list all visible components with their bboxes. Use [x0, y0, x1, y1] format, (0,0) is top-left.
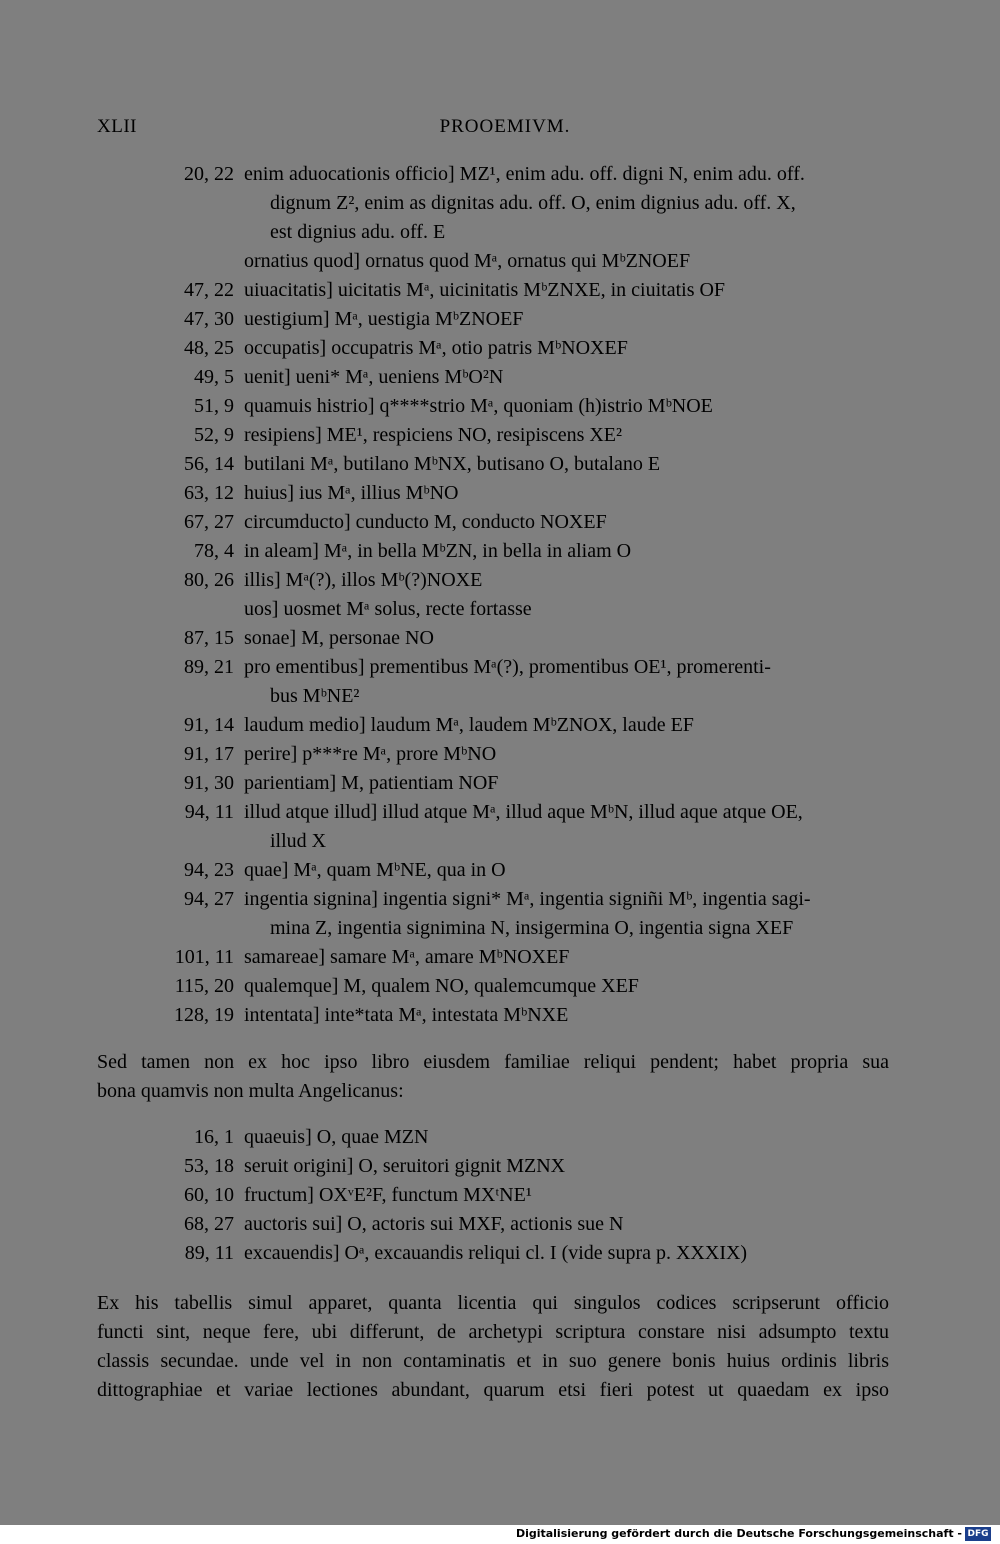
entry-reference: 91, 17: [184, 743, 234, 765]
apparatus-entry: [0, 537, 1000, 566]
apparatus-entry: [0, 566, 1000, 595]
entry-text: ingentia signina] ingentia signi* Mᵃ, ingentia signiñi Mᵇ, ingentia sagi-: [244, 888, 811, 910]
entry-continuation: illud X: [270, 830, 327, 852]
apparatus-entry: [0, 1210, 1000, 1239]
apparatus-entry: [0, 624, 1000, 653]
entry-reference: 128, 19: [174, 1004, 234, 1026]
footer-credit: Digitalisierung gefördert durch die Deutsche Forschungsgemeinschaft -: [515, 1527, 962, 1540]
entry-continuation: mina Z, ingentia signimina N, insigermina O, ingentia signa XEF: [270, 917, 794, 939]
entry-text: sonae] M, personae NO: [244, 627, 434, 649]
entry-reference: 47, 22: [184, 279, 234, 301]
entry-reference: 89, 21: [184, 656, 234, 678]
apparatus-entry: [0, 305, 1000, 334]
entry-reference: 16, 1: [194, 1126, 234, 1148]
entry-reference: 115, 20: [174, 975, 234, 997]
apparatus-entry: [0, 334, 1000, 363]
apparatus-entry: [0, 798, 1000, 856]
entry-reference: 101, 11: [174, 946, 234, 968]
entry-text: circumducto] cunducto M, conducto NOXEF: [244, 511, 607, 533]
entry-text: illis] Mᵃ(?), illos Mᵇ(?)NOXE: [244, 569, 483, 591]
entry-reference: 49, 5: [194, 366, 234, 388]
apparatus-entry: [0, 856, 1000, 885]
entry-reference: 80, 26: [184, 569, 234, 591]
entry-reference: 47, 30: [184, 308, 234, 330]
apparatus-entry: [0, 160, 1000, 218]
paragraph-line: Ex his tabellis simul apparet, quanta licentia qui singulos codices scripserunt officio: [97, 1292, 889, 1314]
apparatus-entry: [0, 972, 1000, 1001]
apparatus-entry: [0, 363, 1000, 392]
entry-reference: 94, 23: [184, 859, 234, 881]
entry-text: occupatis] occupatris Mᵃ, otio patris MᵇNOXEF: [244, 337, 628, 359]
apparatus-entry: [0, 769, 1000, 798]
apparatus-entry: [0, 943, 1000, 972]
paragraph-line: dittographiae et variae lectiones abundant, quarum etsi fieri potest ut quaedam ex ipso: [97, 1379, 889, 1401]
apparatus-entry: [0, 392, 1000, 421]
entry-text: huius] ius Mᵃ, illius MᵇNO: [244, 482, 459, 504]
entry-text: parientiam] M, patientiam NOF: [244, 772, 499, 794]
entry-reference: 53, 18: [184, 1155, 234, 1177]
entry-text: samareae] samare Mᵃ, amare MᵇNOXEF: [244, 946, 570, 968]
entry-reference: 91, 14: [184, 714, 234, 736]
entry-reference: 51, 9: [194, 395, 234, 417]
entry-text: quaeuis] O, quae MZN: [244, 1126, 429, 1148]
entry-text: seruit origini] O, seruitori gignit MZNX: [244, 1155, 566, 1177]
apparatus-entry: [0, 1123, 1000, 1152]
apparatus-entry: [0, 1152, 1000, 1181]
apparatus-entry: [0, 1239, 1000, 1268]
apparatus-list-2: [0, 1123, 1000, 1268]
entry-text: quae] Mᵃ, quam MᵇNE, qua in O: [244, 859, 506, 881]
apparatus-entry: [0, 740, 1000, 769]
entry-reference: 56, 14: [184, 453, 234, 475]
dfg-logo: DFG: [965, 1527, 991, 1541]
entry-continuation: dignum Z², enim as dignitas adu. off. O, enim dignius adu. off. X,: [270, 192, 796, 214]
entry-reference: 91, 30: [184, 772, 234, 794]
entry-text: quamuis histrio] q****strio Mᵃ, quoniam (h)istrio MᵇNOE: [244, 395, 713, 417]
apparatus-list-1: [0, 160, 1000, 1030]
entry-text: pro ementibus] prementibus Mᵃ(?), promentibus OE¹, promerenti-: [244, 656, 771, 678]
apparatus-entry: [0, 1001, 1000, 1030]
entry-reference: 89, 11: [184, 1242, 234, 1264]
entry-text: perire] p***re Mᵃ, prore MᵇNO: [244, 743, 497, 765]
entry-text: uos] uosmet Mᵃ solus, recte fortasse: [244, 598, 532, 620]
entry-reference: 48, 25: [184, 337, 234, 359]
apparatus-entry: [0, 595, 1000, 624]
entry-text: uiuacitatis] uicitatis Mᵃ, uicinitatis MᵇZNXE, in ciuitatis OF: [244, 279, 726, 301]
entry-continuation: est dignius adu. off. E: [270, 221, 446, 243]
entry-reference: 78, 4: [194, 540, 234, 562]
apparatus-entry: [0, 885, 1000, 943]
entry-text: enim aduocationis officio] MZ¹, enim adu. off. digni N, enim adu. off.: [244, 163, 805, 185]
entry-text: fructum] OXᵛE²F, functum MXᵗNE¹: [244, 1184, 532, 1206]
entry-reference: 94, 27: [184, 888, 234, 910]
entry-text: butilani Mᵃ, butilano MᵇNX, butisano O, butalano E: [244, 453, 661, 475]
entry-text: qualemque] M, qualem NO, qualemcumque XEF: [244, 975, 639, 997]
apparatus-entry: [0, 711, 1000, 740]
entry-reference: 94, 11: [184, 801, 234, 823]
entry-text: resipiens] ME¹, respiciens NO, resipiscens XE²: [244, 424, 623, 446]
entry-reference: 87, 15: [184, 627, 234, 649]
entry-text: uenit] ueni* Mᵃ, ueniens MᵇO²N: [244, 366, 504, 388]
page-number: XLII: [97, 116, 137, 137]
apparatus-entry: [0, 247, 1000, 276]
entry-reference: 20, 22: [184, 163, 234, 185]
entry-reference: 52, 9: [194, 424, 234, 446]
paragraph-line: Sed tamen non ex hoc ipso libro eiusdem familiae reliqui pendent; habet propria sua: [97, 1051, 889, 1073]
apparatus-entry: [0, 276, 1000, 305]
entry-reference: 60, 10: [184, 1184, 234, 1206]
apparatus-entry: [0, 218, 1000, 247]
entry-text: intentata] inte*tata Mᵃ, intestata MᵇNXE: [244, 1004, 569, 1026]
apparatus-entry: [0, 479, 1000, 508]
apparatus-entry: [0, 1181, 1000, 1210]
entry-text: ornatius quod] ornatus quod Mᵃ, ornatus qui MᵇZNOEF: [244, 250, 691, 272]
entry-text: excauendis] Oᵃ, excauandis reliqui cl. I (vide supra p. XXXIX): [244, 1242, 748, 1264]
entry-text: uestigium] Mᵃ, uestigia MᵇZNOEF: [244, 308, 524, 330]
apparatus-entry: [0, 450, 1000, 479]
entry-text: in aleam] Mᵃ, in bella MᵇZN, in bella in aliam O: [244, 540, 632, 562]
entry-continuation: bus MᵇNE²: [270, 685, 360, 707]
paragraph-line: functi sint, neque fere, ubi differunt, de archetypi scriptura constare nisi adsumpto textu: [97, 1321, 889, 1343]
paragraph-line: classis secundae. unde vel in non contaminatis et in suo genere bonis huius ordinis libris: [97, 1350, 889, 1372]
paragraph-line: bona quamvis non multa Angelicanus:: [97, 1080, 404, 1102]
entry-text: laudum medio] laudum Mᵃ, laudem MᵇZNOX, laude EF: [244, 714, 694, 736]
digitization-footer: [0, 1525, 1000, 1544]
entry-text: illud atque illud] illud atque Mᵃ, illud aque MᵇN, illud aque atque OE,: [244, 801, 803, 823]
apparatus-entry: [0, 421, 1000, 450]
entry-text: auctoris sui] O, actoris sui MXF, actionis sue N: [244, 1213, 624, 1235]
paragraph-2: [97, 1289, 889, 1405]
running-title: PROOEMIVM.: [439, 116, 571, 137]
entry-reference: 67, 27: [184, 511, 234, 533]
paragraph-1: [97, 1048, 889, 1106]
apparatus-entry: [0, 653, 1000, 711]
entry-reference: 63, 12: [184, 482, 234, 504]
entry-reference: 68, 27: [184, 1213, 234, 1235]
apparatus-entry: [0, 508, 1000, 537]
